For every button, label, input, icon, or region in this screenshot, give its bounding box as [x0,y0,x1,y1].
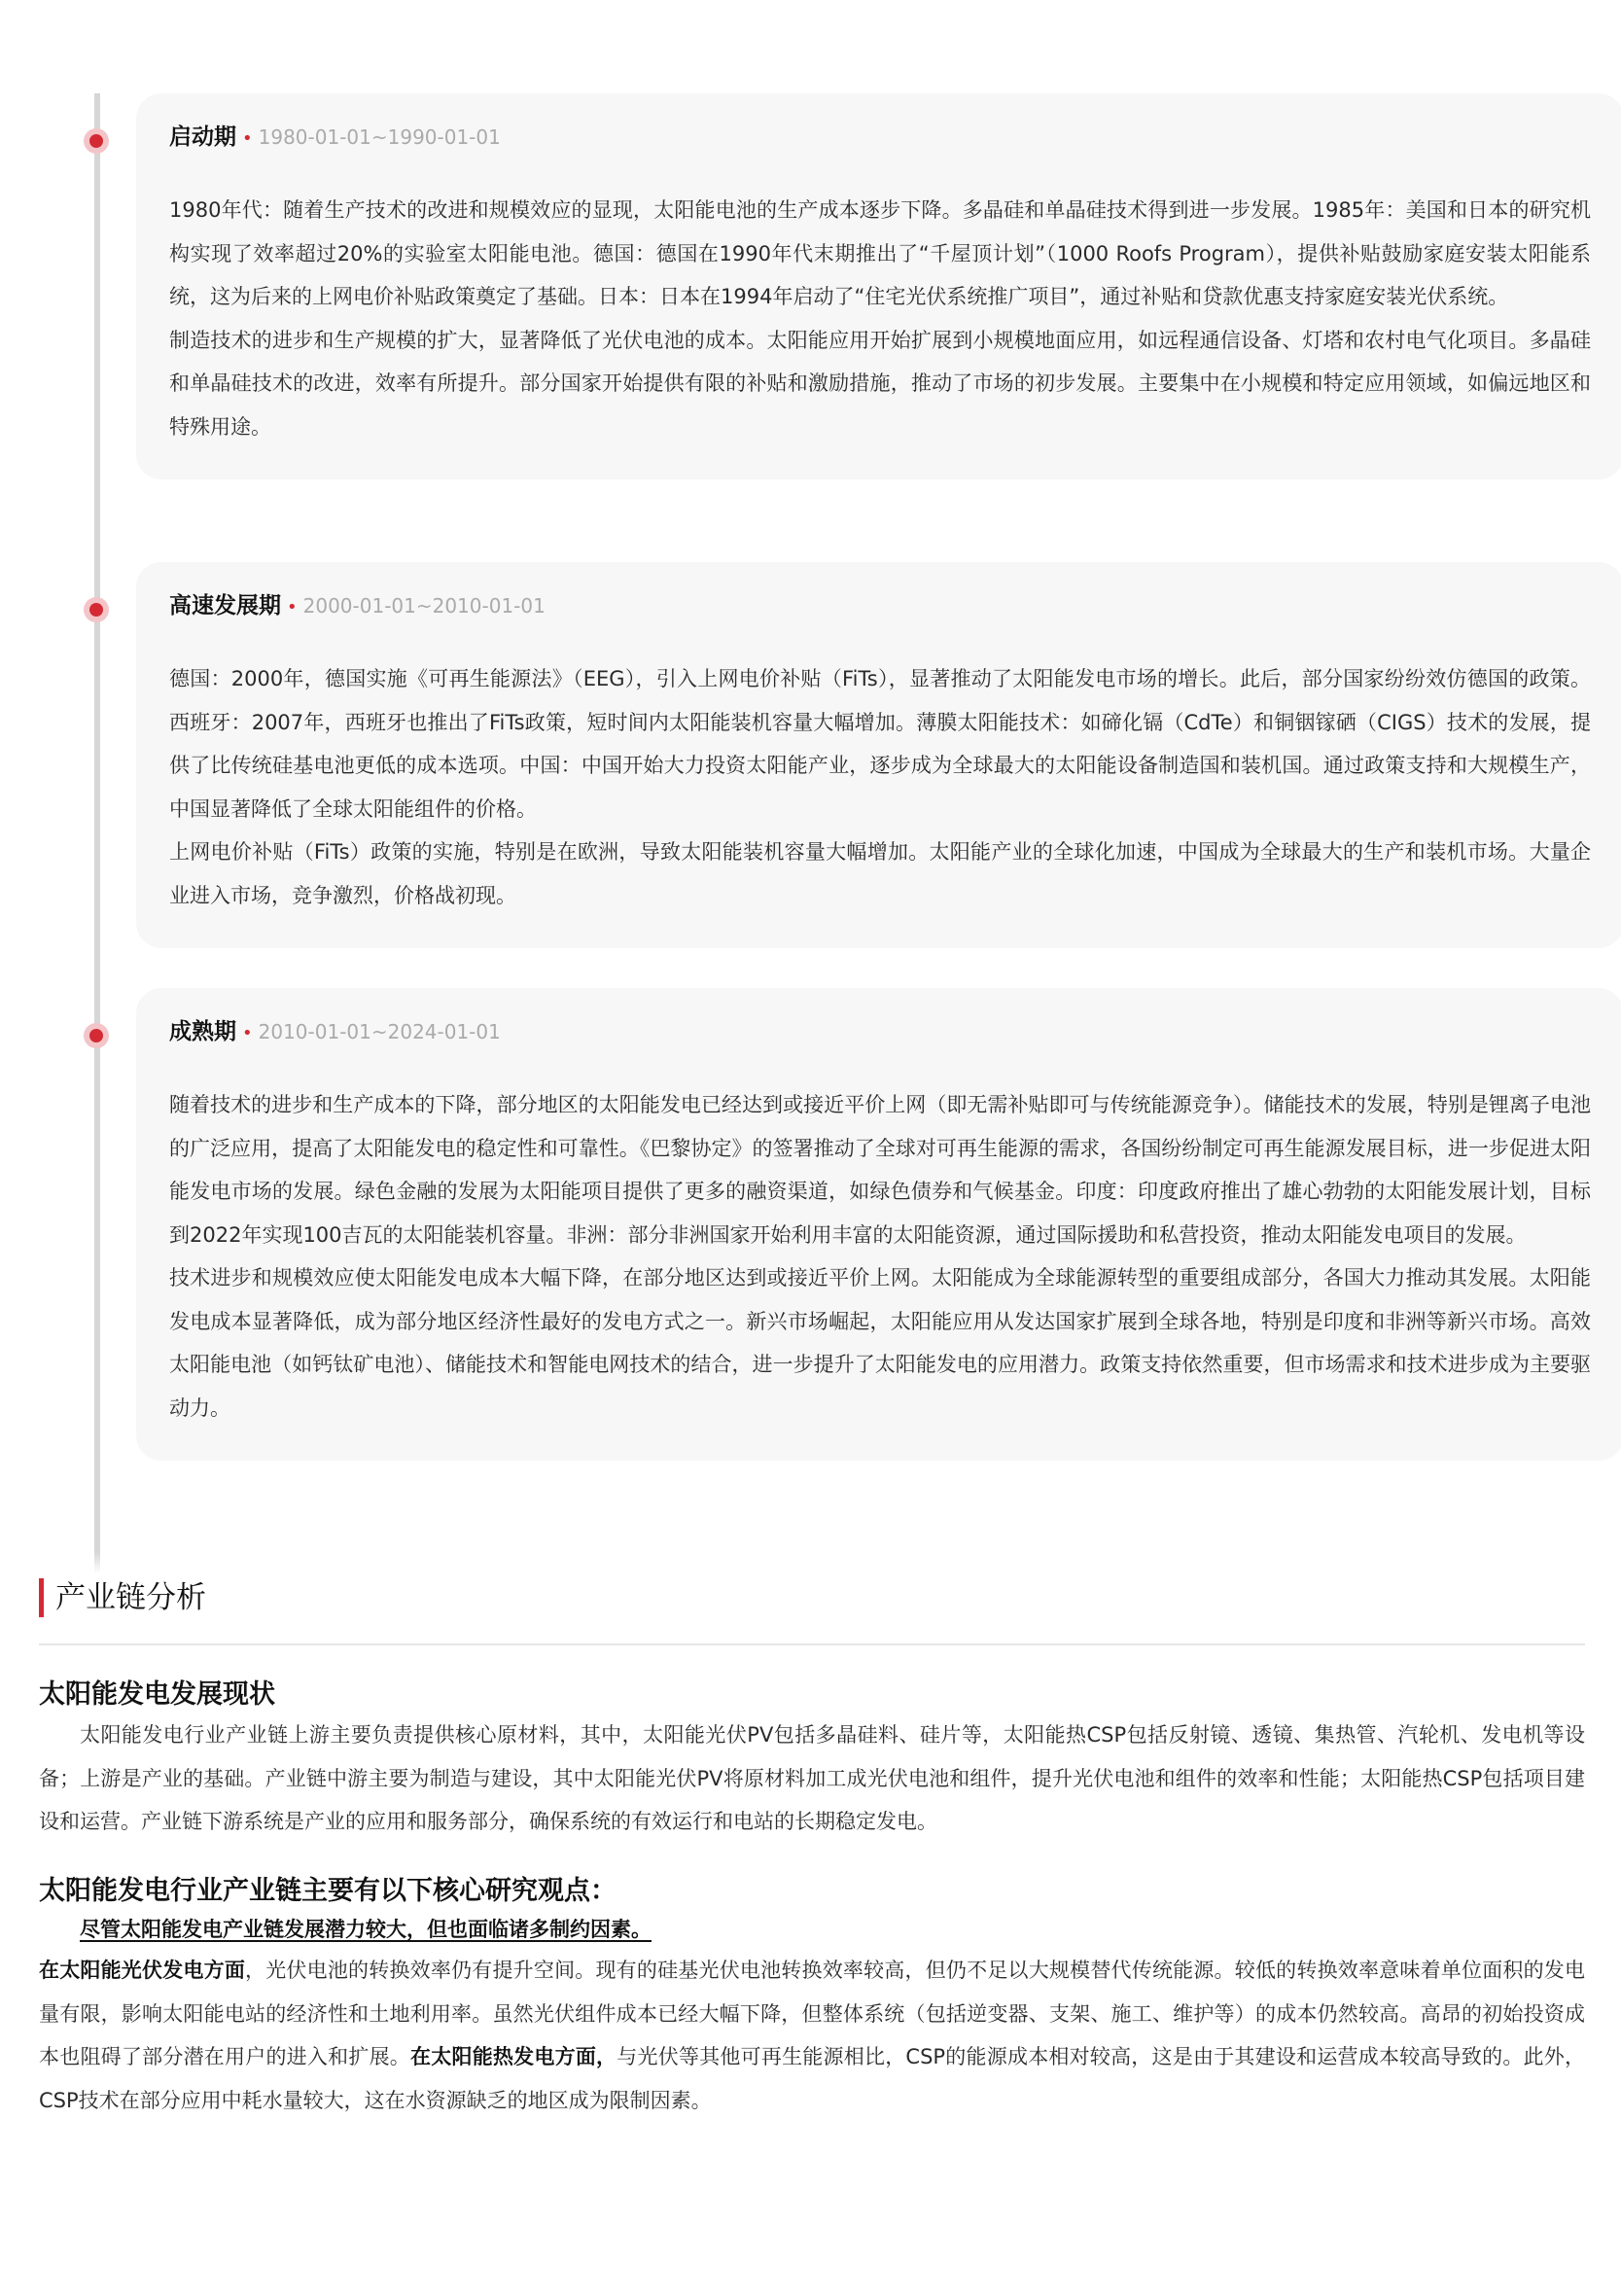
view-bold-pv: 在太阳能光伏发电方面 [39,1959,246,1982]
timeline-card-mature [136,988,1621,1461]
status-heading: 太阳能发电发展现状 [39,1679,275,1710]
phase-date-range: 2010-01-01~2024-01-01 [258,1020,501,1043]
phase-separator: • [242,1023,253,1043]
phase-paragraph: 1980年代：随着生产技术的改进和规模效应的显现，太阳能电池的生产成本逐步下降。多晶硅和单晶硅技术得到进一步发展。1985年：美国和日本的研究机构实现了效率超过20%的实验室太阳能电池。德国：德国在1990年代末期推出了“千屋顶计划”（1000 Roofs Program），提供补贴鼓励家庭安装太阳能系统，这为后来的上网电价补贴政策奠定了基础。日本：日本在1994年启动了“住宅光伏系统推广项目”，通过补贴和贷款优惠支持家庭安装光伏系统。 [169,198,1591,308]
phase-name: 成熟期 [169,1019,236,1044]
phase-paragraph: 随着技术的进步和生产成本的下降，部分地区的太阳能发电已经达到或接近平价上网（即无需补贴即可与传统能源竞争）。储能技术的发展，特别是锂离子电池的广泛应用，提高了太阳能发电的稳定性和可靠性。《巴黎协定》的签署推动了全球对可再生能源的需求，各国纷纷制定可再生能源发展目标，进一步促进太阳能发电市场的发展。绿色金融的发展为太阳能项目提供了更多的融资渠道，如绿色债券和气候基金。印度：印度政府推出了雄心勃勃的太阳能发展计划，目标到2022年实现100吉瓦的太阳能装机容量。非洲：部分非洲国家开始利用丰富的太阳能资源，通过国际援助和私营投资，推动太阳能发电项目的发展。 [169,1093,1591,1247]
views-heading: 太阳能发电行业产业链主要有以下核心研究观点： [39,1876,617,1906]
timeline-dot-icon [84,597,109,622]
phase-header [169,121,1591,154]
phase-separator: • [287,597,298,618]
phase-paragraph: 技术进步和规模效应使太阳能发电成本大幅下降，在部分地区达到或接近平价上网。太阳能成为全球能源转型的重要组成部分，各国大力推动其发展。太阳能发电成本显著降低，成为部分地区经济性最好的发电方式之一。新兴市场崛起，太阳能应用从发达国家扩展到全球各地，特别是印度和非洲等新兴市场。高效太阳能电池（如钙钛矿电池）、储能技术和智能电网技术的结合，进一步提升了太阳能发电的应用潜力。政策支持依然重要，但市场需求和技术进步成为主要驱动力。 [169,1266,1591,1420]
phase-date-range: 1980-01-01~1990-01-01 [258,125,501,149]
view-text-pv: ，光伏电池的转换效率仍有提升空间。现有的硅基光伏电池转换效率较高，但仍不足以大规模替代传统能源。较低的转换效率意味着单位面积的发电量有限，影响太阳能电站的经济性和土地利用率。虽然光伏组件成本已经大幅下降，但整体系统（包括逆变器、支架、施工、维护等）的成本仍然较高。高昂的初始投资成本也阻碍了部分潜在用户的进入和扩展。 [39,1959,1585,2068]
phase-separator: • [242,128,253,149]
phase-header [169,589,1591,622]
phase-name: 启动期 [169,124,236,150]
view-text-csp: 与光伏等其他可再生能源相比，CSP的能源成本相对较高，这是由于其建设和运营成本较高导致的。此外，CSP技术在部分应用中耗水量较大，这在水资源缺乏的地区成为限制因素。 [39,2045,1586,2112]
timeline-dot-icon [84,128,109,154]
phase-header [169,1015,1591,1048]
phase-paragraph: 制造技术的进步和生产规模的扩大，显著降低了光伏电池的成本。太阳能应用开始扩展到小规模地面应用，如远程通信设备、灯塔和农村电气化项目。多晶硅和单晶硅技术的改进，效率有所提升。部分国家开始提供有限的补贴和激励措施，推动了市场的初步发展。主要集中在小规模和特定应用领域，如偏远地区和特殊用途。 [169,328,1591,439]
section-divider [39,1643,1585,1645]
timeline-card-rapid-growth [136,562,1621,948]
section-title: 产业链分析 [39,1578,206,1617]
phase-name: 高速发展期 [169,593,281,618]
view-bold-csp: 在太阳能热发电方面， [410,2045,617,2068]
timeline-line [94,93,100,1552]
status-paragraph: 太阳能发电行业产业链上游主要负责提供核心原材料，其中，太阳能光伏PV包括多晶硅料、硅片等，太阳能热CSP包括反射镜、透镜、集热管、汽轮机、发电机等设备；上游是产业的基础。产业链中游主要为制造与建设，其中太阳能光伏PV将原材料加工成光伏电池和组件，提升光伏电池和组件的效率和性能；太阳能热CSP包括项目建设和运营。产业链下游系统是产业的应用和服务部分，确保系统的有效运行和电站的长期稳定发电。 [39,1723,1585,1833]
phase-paragraph: 上网电价补贴（FiTs）政策的实施，特别是在欧洲，导致太阳能装机容量大幅增加。太阳能产业的全球化加速，中国成为全球最大的生产和装机市场。大量企业进入市场，竞争激烈，价格战初现。 [169,840,1591,907]
phase-date-range: 2000-01-01~2010-01-01 [302,594,546,618]
timeline-card-startup [136,93,1621,479]
timeline-dot-icon [84,1023,109,1048]
phase-paragraph: 德国：2000年，德国实施《可再生能源法》（EEG），引入上网电价补贴（FiTs），显著推动了太阳能发电市场的增长。此后，部分国家纷纷效仿德国的政策。西班牙：2007年，西班牙也推出了FiTs政策，短时间内太阳能装机容量大幅增加。薄膜太阳能技术：如碲化镉（CdTe）和铜铟镓硒（CIGS）技术的发展，提供了比传统硅基电池更低的成本选项。中国：中国开始大力投资太阳能产业，逐步成为全球最大的太阳能设备制造国和装机国。通过政策支持和大规模生产，中国显著降低了全球太阳能组件的价格。 [169,667,1591,821]
view-paragraph [39,1949,1585,2122]
view-point-title: 尽管太阳能发电产业链发展潜力较大，但也面临诸多制约因素。 [80,1918,652,1941]
